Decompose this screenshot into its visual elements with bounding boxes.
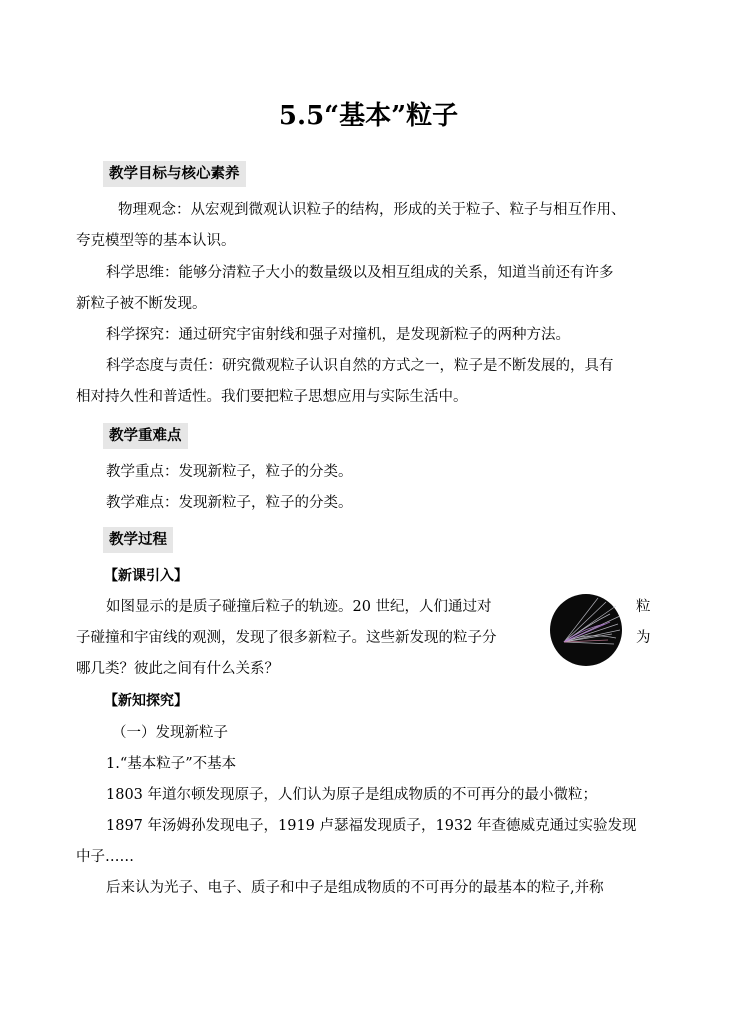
keypoint-focus: 教学重点：发现新粒子，粒子的分类。	[106, 464, 353, 480]
section-process-heading: 教学过程	[103, 527, 173, 553]
keypoint-difficulty: 教学难点：发现新粒子，粒子的分类。	[106, 495, 353, 511]
paragraph-later: 后来认为光子、电子、质子和中子是组成物质的不可再分的最基本的粒子,并称	[106, 880, 604, 896]
section-goals-heading: 教学目标与核心素养	[103, 161, 246, 187]
intro-line-3: 哪几类？彼此之间有什么关系？	[76, 661, 279, 677]
subsection-discover-new-particles: （一）发现新粒子	[112, 725, 228, 741]
section-keypoints-heading: 教学重难点	[103, 423, 188, 449]
document-title: 5.5“基本”粒子	[278, 101, 459, 131]
subsection-basic-particles: 1.“基本粒子”不基本	[106, 756, 237, 772]
intro-line-1-tail: 粒	[636, 599, 651, 615]
goal-physics-line-1: 物理观念：从宏观到微观认识粒子的结构，形成的关于粒子、粒子与相互作用、	[118, 202, 626, 218]
goal-inquiry-line: 科学探究：通过研究宇宙射线和强子对撞机，是发现新粒子的两种方法。	[106, 327, 570, 343]
goal-attitude-line-1: 科学态度与责任：研究微观粒子认识自然的方式之一，粒子是不断发展的，具有	[106, 358, 614, 374]
explore-heading: 【新知探究】	[104, 693, 188, 709]
intro-line-2-tail: 为	[636, 630, 651, 646]
paragraph-1897-line-1: 1897 年汤姆孙发现电子，1919 卢瑟福发现质子，1932 年查德威克通过实验发现	[106, 818, 637, 834]
goal-thinking-line-2: 新粒子被不断发现。	[76, 296, 207, 312]
goal-physics-line-2: 夸克模型等的基本认识。	[76, 233, 236, 249]
goal-thinking-line-1: 科学思维：能够分清粒子大小的数量级以及相互组成的关系，知道当前还有许多	[106, 265, 614, 281]
intro-heading: 【新课引入】	[104, 568, 188, 584]
paragraph-1897-line-2: 中子……	[76, 849, 134, 865]
goal-attitude-line-2: 相对持久性和普适性。我们要把粒子思想应用与实际生活中。	[76, 389, 468, 405]
intro-line-2: 子碰撞和宇宙线的观测，发现了很多新粒子。这些新发现的粒子分	[76, 630, 497, 646]
particle-track-image	[550, 594, 622, 666]
intro-line-1: 如图显示的是质子碰撞后粒子的轨迹。20 世纪，人们通过对	[106, 599, 492, 615]
paragraph-1803: 1803 年道尔顿发现原子，人们认为原子是组成物质的不可再分的最小微粒；	[106, 787, 598, 803]
